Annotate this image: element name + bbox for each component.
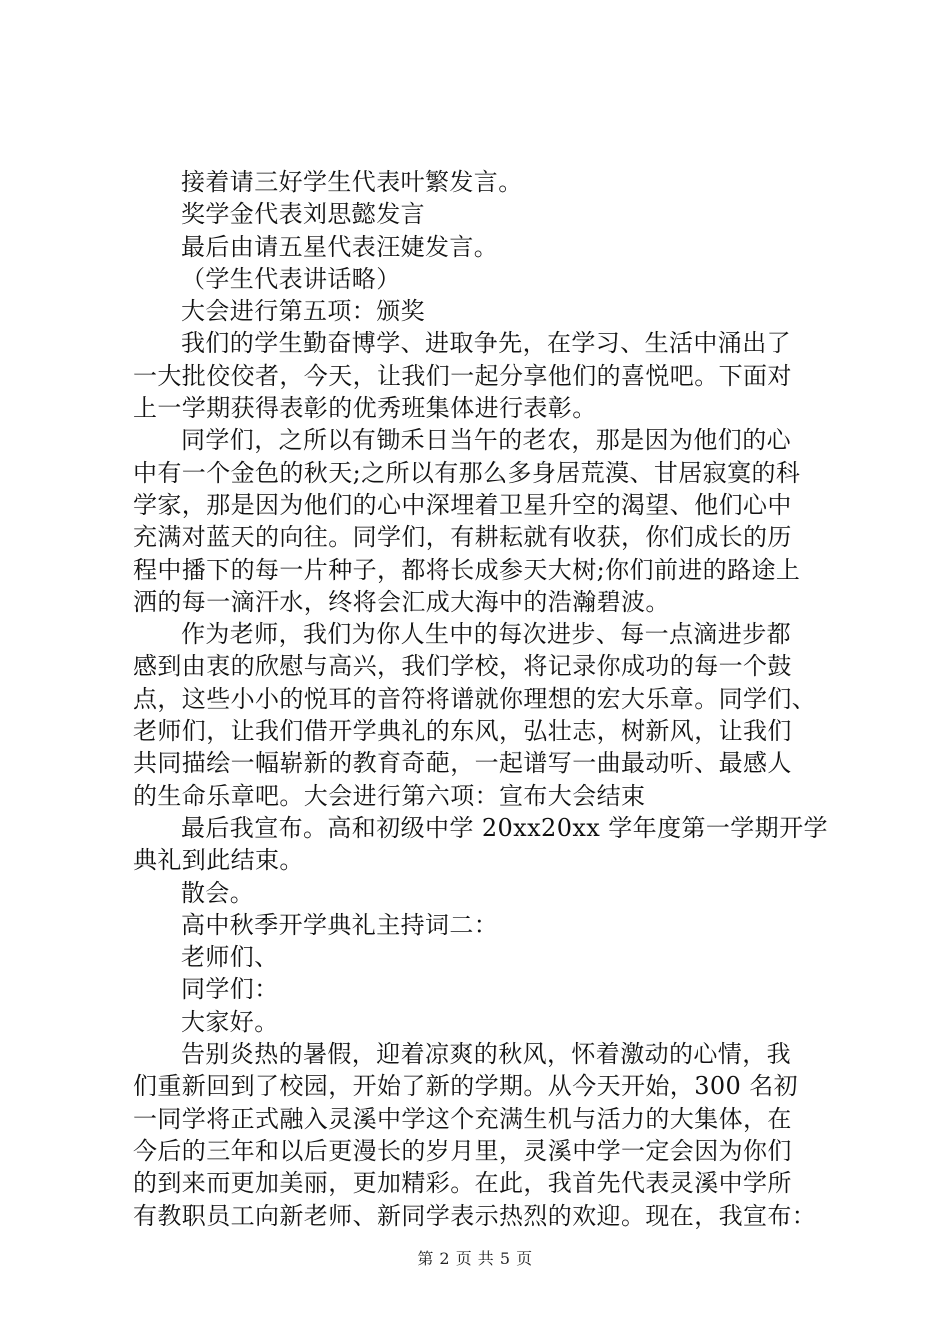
text-line: 老师们、 [181, 943, 279, 972]
text-line: 大家好。 [181, 1007, 279, 1036]
text-line: 同学们： [181, 975, 279, 1004]
text-line: 上一学期获得表彰的优秀班集体进行表彰。 [133, 394, 597, 423]
text-line: 同学们，之所以有锄禾日当午的老农，那是因为他们的心 [181, 426, 791, 455]
text-line: 老师们，让我们借开学典礼的东风，弘壮志，树新风，让我们 [133, 717, 792, 746]
text-line: 一同学将正式融入灵溪中学这个充满生机与活力的大集体，在 [133, 1104, 792, 1133]
text-line: 的到来而更加美丽，更加精彩。在此，我首先代表灵溪中学所 [133, 1169, 792, 1198]
text-line: 散会。 [181, 878, 255, 907]
text-line: 告别炎热的暑假，迎着凉爽的秋风，怀着激动的心情，我 [181, 1040, 791, 1069]
text-line: 学家，那是因为他们的心中深埋着卫星升空的渴望、他们心中 [133, 490, 792, 519]
text-line: 高中秋季开学典礼主持词二： [181, 910, 499, 939]
text-line: 充满对蓝天的向往。同学们，有耕耘就有收获，你们成长的历 [133, 523, 792, 552]
text-line: 有教职员工向新老师、新同学表示热烈的欢迎。现在，我宣布： [133, 1201, 817, 1230]
text-line: 的生命乐章吧。大会进行第六项：宣布大会结束 [133, 781, 646, 810]
text-line: 感到由衷的欣慰与高兴，我们学校，将记录你成功的每一个鼓 [133, 652, 792, 681]
text-line: 中有一个金色的秋天;之所以有那么多身居荒漠、甘居寂寞的科 [133, 458, 801, 487]
text-line: 作为老师，我们为你人生中的每次进步、每一点滴进步都 [181, 620, 791, 649]
text-line: 我们的学生勤奋博学、进取争先，在学习、生活中涌出了 [181, 329, 791, 358]
text-line: 一大批佼佼者，今天，让我们一起分享他们的喜悦吧。下面对 [133, 361, 792, 390]
text-line: 们重新回到了校园，开始了新的学期。从今天开始，300 名初 [133, 1072, 799, 1101]
text-line: 洒的每一滴汗水，终将会汇成大海中的浩瀚碧波。 [133, 587, 670, 616]
page-footer: 第 2 页 共 5 页 [417, 1249, 533, 1268]
text-line: 今后的三年和以后更漫长的岁月里，灵溪中学一定会因为你们 [133, 1136, 792, 1165]
text-line: 最后由请五星代表汪婕发言。 [181, 232, 499, 261]
text-line: 程中播下的每一片种子，都将长成参天大树;你们前进的路途上 [133, 555, 801, 584]
text-line: （学生代表讲话略） [181, 264, 401, 293]
text-line: 共同描绘一幅崭新的教育奇葩，一起谱写一曲最动听、最感人 [133, 749, 792, 778]
text-line: 奖学金代表刘思懿发言 [181, 200, 425, 229]
text-line: 接着请三好学生代表叶繁发言。 [181, 168, 523, 196]
text-line: 点，这些小小的悦耳的音符将谱就你理想的宏大乐章。同学们、 [133, 684, 817, 713]
text-line: 最后我宣布。高和初级中学 20xx20xx 学年度第一学期开学 [181, 813, 828, 842]
text-line: 典礼到此结束。 [133, 846, 304, 875]
document-body [133, 166, 845, 1232]
text-line: 大会进行第五项：颁奖 [181, 297, 425, 326]
